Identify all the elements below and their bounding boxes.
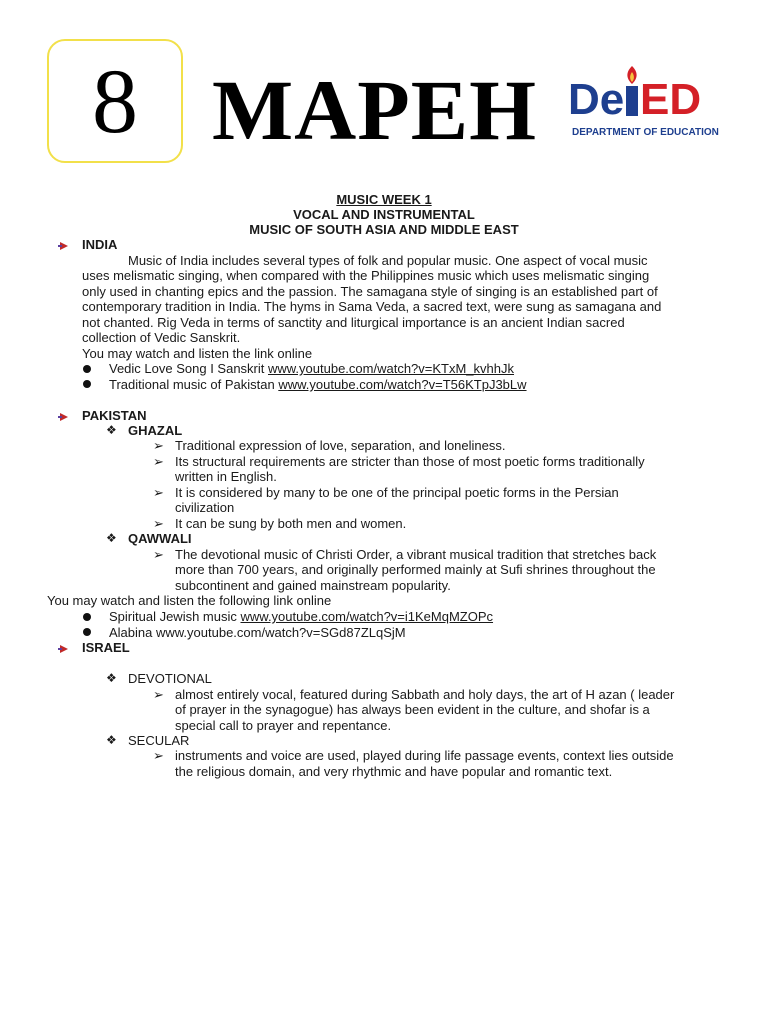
ghazal-point: It can be sung by both men and women. [175, 516, 407, 531]
diamond-bullet-icon: ❖ [106, 671, 117, 685]
secular-point-cont: the religious domain, and very rhythmic and have popular and romantic text. [175, 764, 613, 779]
grade-number: 8 [92, 50, 138, 152]
secular-heading: SECULAR [128, 733, 190, 748]
ghazal-heading: GHAZAL [128, 423, 183, 438]
india-paragraph-line: collection of Vedic Sanskrit. [82, 330, 241, 345]
ghazal-point-cont: written in English. [175, 469, 277, 484]
arrowhead-bullet-icon: ➢ [153, 438, 164, 453]
pakistan-heading: PAKISTAN [82, 408, 147, 423]
india-bullet-icon [58, 240, 70, 252]
ghazal-point-cont: civilization [175, 500, 235, 515]
diamond-bullet-icon: ❖ [106, 423, 117, 437]
india-paragraph-line: Music of India includes several types of folk and popular music. One aspect of vocal music [128, 253, 648, 268]
devotional-point-cont: special call to prayer and repentance. [175, 718, 392, 733]
india-paragraph-line: not chanted. Rig Veda in terms of sanctity and liturgical importance is an ancient Indian sacred [82, 315, 625, 330]
svg-text:DEPARTMENT OF EDUCATION: DEPARTMENT OF EDUCATION [572, 127, 719, 138]
arrowhead-bullet-icon: ➢ [153, 547, 164, 562]
link-item [109, 361, 514, 376]
youtube-link[interactable]: www.youtube.com/watch?v=KTxM_kvhhJk [267, 361, 515, 376]
diamond-bullet-icon: ❖ [106, 733, 117, 747]
ghazal-point: It is considered by many to be one of the principal poetic forms in the Persian [175, 485, 619, 500]
qawwali-point-cont: subcontinent and gained mainstream popularity. [175, 578, 451, 593]
link-item [109, 609, 493, 624]
ghazal-point: Traditional expression of love, separation, and loneliness. [175, 438, 506, 453]
link-item [109, 377, 527, 392]
arrowhead-bullet-icon: ➢ [153, 516, 164, 531]
qawwali-heading: QAWWALI [128, 531, 192, 546]
arrowhead-bullet-icon: ➢ [153, 687, 164, 702]
israel-bullet-icon [58, 643, 70, 655]
youtube-link[interactable]: www.youtube.com/watch?v=i1KeMqMZOPc [240, 609, 494, 624]
link-label: Spiritual Jewish music [109, 609, 241, 624]
title-line-3: MUSIC OF SOUTH ASIA AND MIDDLE EAST [249, 222, 519, 237]
devotional-heading: DEVOTIONAL [128, 671, 212, 686]
bullet-dot-icon [83, 613, 91, 621]
qawwali-point-cont: more than 700 years, and originally performed mainly at Sufi shrines throughout the [175, 562, 656, 577]
secular-point: instruments and voice are used, played during life passage events, context lies outside [175, 748, 674, 763]
deped-logo-graphic [566, 62, 736, 142]
india-paragraph-line: contemporary tradition in India. The hyms in Sama Veda, a sacred text, were sung as samagana and [82, 299, 662, 314]
arrowhead-bullet-icon: ➢ [153, 454, 164, 469]
bullet-dot-icon [83, 628, 91, 636]
title-line-1: MUSIC WEEK 1 [336, 192, 432, 207]
title-line-2: VOCAL AND INSTRUMENTAL [293, 207, 475, 222]
arrowhead-bullet-icon: ➢ [153, 485, 164, 500]
pakistan-bullet-icon [58, 411, 70, 423]
india-heading: INDIA [82, 237, 118, 252]
deped-logo [566, 62, 736, 142]
diamond-bullet-icon: ❖ [106, 531, 117, 545]
india-paragraph-line: uses melismatic singing, when compared with the Philippines music which uses melismatic singing [82, 268, 650, 283]
svg-text:ED: ED [640, 75, 702, 124]
link-item: Alabina www.youtube.com/watch?v=SGd87ZLqSjM [109, 625, 406, 640]
devotional-point: almost entirely vocal, featured during Sabbath and holy days, the art of H azan ( leader [175, 687, 675, 702]
qawwali-point: The devotional music of Christi Order, a vibrant musical tradition that stretches back [175, 547, 657, 562]
devotional-point-cont: of prayer in the synagogue) has always been evident in the culture, and shofar is a [175, 702, 650, 717]
youtube-link[interactable]: www.youtube.com/watch?v=T56KTpJ3bLw [278, 377, 527, 392]
pakistan-watch-line: You may watch and listen the following link online [47, 593, 332, 608]
ghazal-point: Its structural requirements are stricter than those of most poetic forms traditionally [175, 454, 645, 469]
bullet-dot-icon [83, 365, 91, 373]
link-label: Traditional music of Pakistan [109, 377, 279, 392]
svg-text:De: De [568, 75, 625, 124]
arrowhead-bullet-icon: ➢ [153, 748, 164, 763]
israel-heading: ISRAEL [82, 640, 130, 655]
link-label: Vedic Love Song I Sanskrit [109, 361, 268, 376]
india-watch-line: You may watch and listen the link online [82, 346, 313, 361]
subject-title: MAPEH [212, 62, 538, 158]
grade-box [47, 39, 183, 163]
india-paragraph-line: only used in chanting epics and the passion. The samagana style of singing is an established part of [82, 284, 658, 299]
bullet-dot-icon [83, 380, 91, 388]
